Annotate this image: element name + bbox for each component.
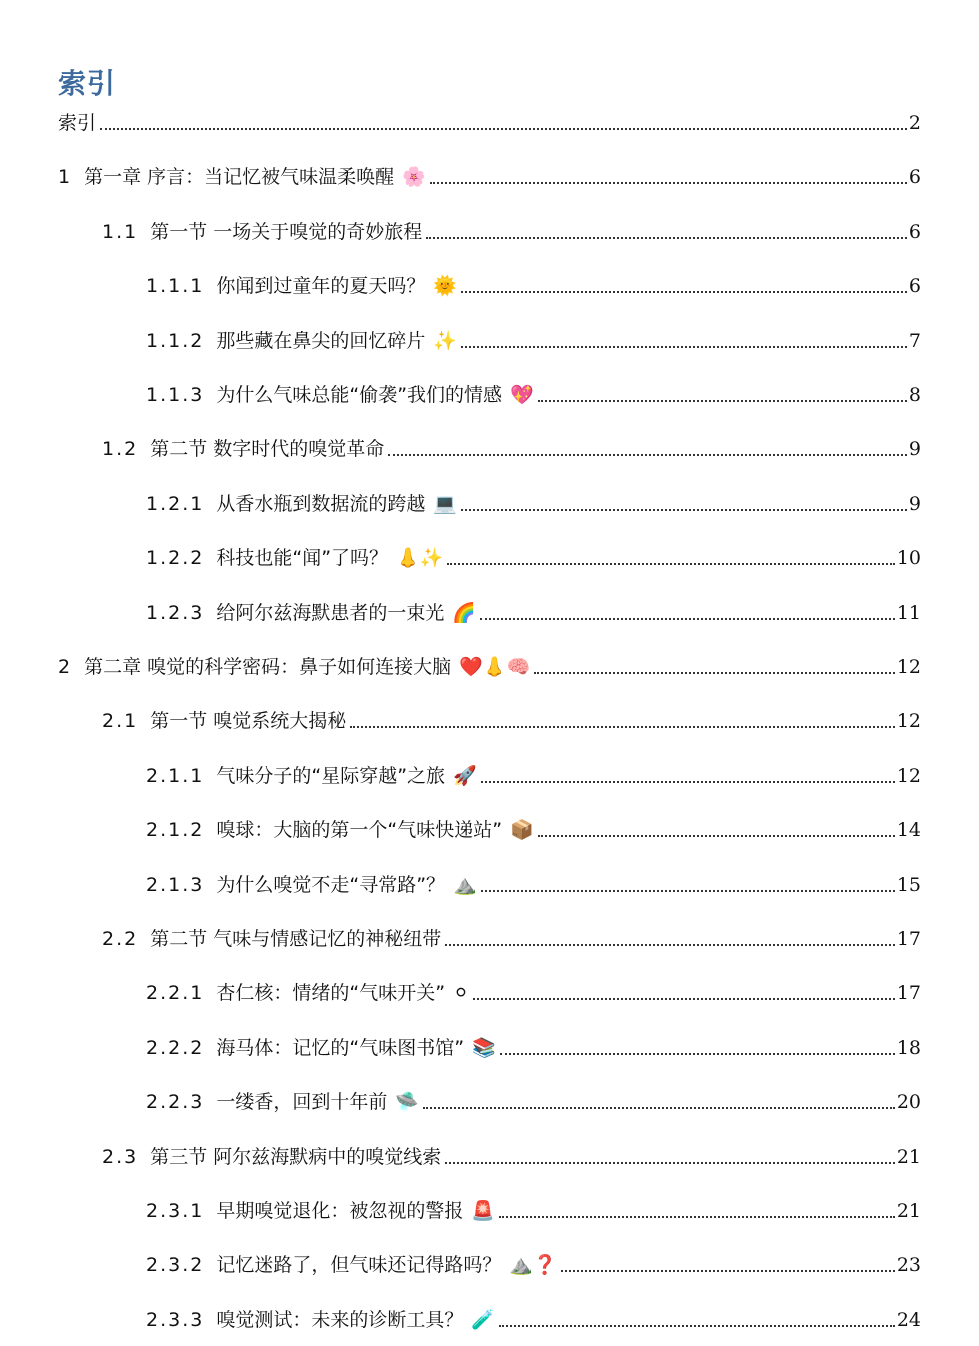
toc-entry[interactable] bbox=[146, 598, 921, 626]
toc-entry-number: 2.3.1 bbox=[146, 1200, 205, 1222]
dot-leader bbox=[430, 182, 907, 184]
toc-entry-page: 15 bbox=[896, 873, 921, 896]
toc-entry-page: 18 bbox=[896, 1036, 921, 1059]
laptop-icon: 💻 bbox=[433, 492, 458, 515]
toc-entry-number: 2.2.3 bbox=[146, 1091, 205, 1114]
toc-entry-page: 20 bbox=[896, 1091, 921, 1114]
toc-entry[interactable] bbox=[146, 1250, 921, 1278]
dot-leader bbox=[447, 563, 894, 565]
toc-entry-title: 第二章 嗅觉的科学密码：鼻子如何连接大脑 bbox=[84, 656, 452, 678]
dot-leader bbox=[426, 237, 907, 239]
toc-entry[interactable] bbox=[146, 761, 921, 789]
dot-leader bbox=[445, 1162, 895, 1164]
dot-leader bbox=[473, 998, 895, 1000]
toc-entry-title: 从香水瓶到数据流的跨越 bbox=[216, 492, 426, 515]
toc-entry-page: 12 bbox=[896, 764, 921, 787]
cherry-blossom-icon: 🌸 bbox=[402, 166, 426, 189]
dot-leader bbox=[100, 128, 907, 130]
mountain-question-icon: ⛰️❓ bbox=[509, 1254, 557, 1277]
toc-entry[interactable] bbox=[146, 870, 921, 898]
heart-nose-brain-icon: ❤️👃🧠 bbox=[459, 656, 531, 678]
package-icon: 📦 bbox=[510, 819, 534, 842]
rocket-icon: 🚀 bbox=[453, 764, 477, 787]
dot-leader bbox=[461, 346, 907, 348]
toc-entry-page: 2 bbox=[908, 112, 921, 134]
toc-entry-title: 杏仁核：情绪的“气味开关” bbox=[216, 982, 446, 1005]
toc-entry-page: 14 bbox=[896, 819, 921, 842]
toc-entry-number: 1 bbox=[58, 166, 73, 189]
toc-entry-page: 6 bbox=[908, 275, 921, 298]
toc-entry-title: 为什么气味总能“偷袭”我们的情感 bbox=[216, 384, 503, 406]
toc-entry[interactable] bbox=[146, 1087, 921, 1115]
dot-leader bbox=[499, 1325, 895, 1327]
toc-entry-number: 2.1.2 bbox=[146, 819, 205, 842]
toc-entry-number: 2 bbox=[58, 656, 73, 678]
toc-entry-title: 第一节 一场关于嗅觉的奇妙旅程 bbox=[150, 220, 423, 243]
dot-leader bbox=[445, 944, 895, 946]
toc-entry-title: 第二节 数字时代的嗅觉革命 bbox=[150, 438, 385, 461]
toc-entry[interactable] bbox=[146, 978, 921, 1006]
toc-entry-number: 2.3.2 bbox=[146, 1254, 205, 1277]
dot-leader bbox=[480, 618, 895, 620]
sparkling-heart-icon: 💖 bbox=[510, 384, 534, 406]
dot-leader bbox=[538, 835, 895, 837]
toc-entry-page: 7 bbox=[908, 329, 921, 352]
sun-face-icon: 🌞 bbox=[433, 275, 458, 298]
books-icon: 📚 bbox=[472, 1036, 496, 1059]
white-circle-icon: ⚪ bbox=[453, 982, 469, 1005]
nose-sparkles-icon: 👃✨ bbox=[396, 547, 444, 570]
toc-entry-title: 你闻到过童年的夏天吗？ bbox=[216, 275, 426, 298]
toc-entry-number: 2.3.3 bbox=[146, 1308, 205, 1331]
toc-entry-page: 12 bbox=[896, 710, 921, 733]
toc-entry-title: 索引 bbox=[58, 112, 97, 134]
toc-entry[interactable] bbox=[146, 543, 921, 571]
dot-leader bbox=[481, 890, 895, 892]
toc-entry-number: 1.1.3 bbox=[146, 384, 205, 406]
toc-entry-page: 17 bbox=[896, 928, 921, 950]
toc-entry-page: 21 bbox=[896, 1145, 921, 1168]
dot-leader bbox=[561, 1270, 895, 1272]
sparkles-icon: ✨ bbox=[433, 329, 458, 352]
toc-entry-title: 第二节 气味与情感记忆的神秘纽带 bbox=[150, 928, 442, 950]
toc-heading: 索引 bbox=[58, 67, 117, 100]
toc-entry-page: 24 bbox=[896, 1308, 921, 1331]
toc-entry-number: 2.1 bbox=[102, 710, 139, 733]
toc-entry-title: 早期嗅觉退化：被忽视的警报 bbox=[216, 1200, 464, 1222]
toc-entry-page: 11 bbox=[896, 601, 921, 624]
dot-leader bbox=[388, 454, 907, 456]
toc-entry[interactable] bbox=[146, 326, 921, 354]
toc-entry-number: 2.1.3 bbox=[146, 873, 205, 896]
toc-entry[interactable] bbox=[102, 434, 921, 462]
toc-entry-title: 第一节 嗅觉系统大揭秘 bbox=[150, 710, 347, 733]
toc-entry-number: 2.2.1 bbox=[146, 982, 205, 1005]
toc-entry-number: 2.1.1 bbox=[146, 764, 205, 787]
toc-entry-page: 17 bbox=[896, 982, 921, 1005]
toc-entry-title: 第三节 阿尔兹海默病中的嗅觉线索 bbox=[150, 1145, 442, 1168]
toc-entry[interactable] bbox=[146, 380, 921, 408]
dot-leader bbox=[461, 509, 907, 511]
toc-entry[interactable] bbox=[146, 1033, 921, 1061]
dot-leader bbox=[538, 400, 907, 402]
toc-entry-number: 1.2.1 bbox=[146, 492, 205, 515]
toc-entry-title: 记忆迷路了，但气味还记得路吗？ bbox=[216, 1254, 502, 1277]
toc-entry[interactable] bbox=[58, 108, 921, 136]
toc-entry[interactable] bbox=[58, 162, 921, 190]
toc-entry-page: 6 bbox=[908, 220, 921, 243]
mountain-icon: ⛰️ bbox=[453, 873, 477, 896]
toc-entry-number: 2.2 bbox=[102, 928, 139, 950]
toc-entry-title: 那些藏在鼻尖的回忆碎片 bbox=[216, 329, 426, 352]
toc-entry[interactable] bbox=[146, 1305, 921, 1333]
toc-entry-page: 10 bbox=[896, 547, 921, 570]
toc-entry-title: 给阿尔兹海默患者的一束光 bbox=[216, 601, 445, 624]
toc-entry[interactable] bbox=[102, 706, 921, 734]
toc-entry-number: 2.3 bbox=[102, 1145, 139, 1168]
toc-entry[interactable] bbox=[146, 815, 921, 843]
dot-leader bbox=[423, 1107, 895, 1109]
toc-entry-title: 海马体：记忆的“气味图书馆” bbox=[216, 1036, 465, 1059]
toc-entry-page: 6 bbox=[908, 166, 921, 189]
toc-entry-title: 嗅觉测试：未来的诊断工具？ bbox=[216, 1308, 464, 1331]
toc-entry[interactable] bbox=[146, 489, 921, 517]
toc-entry[interactable] bbox=[102, 1142, 921, 1170]
toc-entry-page: 23 bbox=[896, 1254, 921, 1277]
toc-entry-page: 9 bbox=[908, 492, 921, 515]
toc-entry-number: 1.2.3 bbox=[146, 601, 205, 624]
toc-entry[interactable] bbox=[102, 217, 921, 245]
toc-entry[interactable] bbox=[58, 652, 921, 680]
dot-leader bbox=[481, 781, 895, 783]
toc-entry-number: 1.1 bbox=[102, 220, 139, 243]
dot-leader bbox=[461, 291, 907, 293]
toc-entry-title: 嗅球：大脑的第一个“气味快递站” bbox=[216, 819, 503, 842]
toc-entry-title: 第一章 序言：当记忆被气味温柔唤醒 bbox=[84, 166, 395, 189]
toc-entry-page: 21 bbox=[896, 1200, 921, 1222]
toc-entry-title: 为什么嗅觉不走“寻常路”？ bbox=[216, 873, 446, 896]
dot-leader bbox=[350, 726, 895, 728]
toc-entry-page: 8 bbox=[908, 384, 921, 406]
toc-entry[interactable] bbox=[146, 271, 921, 299]
siren-icon: 🚨 bbox=[471, 1200, 496, 1222]
time-travel-icon: 🛸 bbox=[395, 1091, 420, 1114]
toc-entry-number: 1.1.2 bbox=[146, 329, 205, 352]
rainbow-icon: 🌈 bbox=[452, 601, 477, 624]
toc-entry[interactable] bbox=[146, 1196, 921, 1224]
toc-entry-title: 科技也能“闻”了吗？ bbox=[216, 547, 389, 570]
toc-entry-number: 1.2 bbox=[102, 438, 139, 461]
toc-entry-title: 一缕香，回到十年前 bbox=[216, 1091, 388, 1114]
toc-entry-number: 1.1.1 bbox=[146, 275, 205, 298]
toc-entry-page: 9 bbox=[908, 438, 921, 461]
dot-leader bbox=[500, 1053, 895, 1055]
toc-entry-page: 12 bbox=[896, 656, 921, 678]
dot-leader bbox=[499, 1216, 895, 1218]
dot-leader bbox=[534, 672, 895, 674]
toc-entry-title: 气味分子的“星际穿越”之旅 bbox=[216, 764, 446, 787]
test-tube-icon: 🧪 bbox=[471, 1308, 496, 1331]
toc-entry-number: 2.2.2 bbox=[146, 1036, 205, 1059]
toc-entry-number: 1.2.2 bbox=[146, 547, 205, 570]
toc-entry[interactable] bbox=[102, 924, 921, 952]
